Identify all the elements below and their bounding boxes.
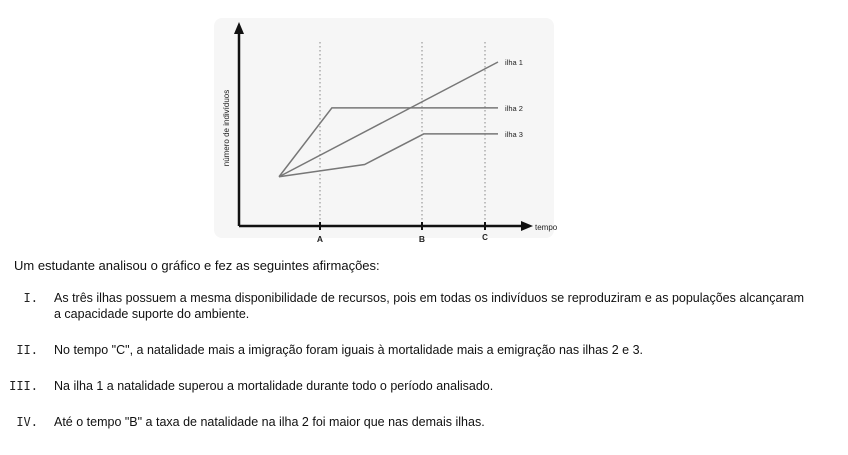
- series-label-3: ilha 3: [505, 129, 523, 139]
- statement-2-text: No tempo "C", a natalidade mais a imigração foram iguais à mortalidade mais a emigração nas ilhas 2 e 3.: [54, 343, 644, 357]
- series-label-2: ilha 2: [505, 103, 523, 113]
- chart-panel: [214, 18, 554, 238]
- statement-4-text: Até o tempo "B" a taxa de natalidade na ilha 2 foi maior que nas demais ilhas.: [54, 415, 485, 429]
- tick-label-a: A: [316, 234, 324, 244]
- statement-3-text: Na ilha 1 a natalidade superou a mortalidade durante todo o período analisado.: [54, 379, 494, 393]
- tick-label-b: B: [418, 234, 426, 244]
- statement-1-number: I.: [23, 291, 38, 305]
- statement-1-text: As três ilhas possuem a mesma disponibilidade de recursos, pois em todas os indivíduos se reproduziram e as populações alcançaram a capacidade suporte do ambiente.: [54, 291, 804, 321]
- statement-2-number: II.: [16, 343, 38, 357]
- statement-4-number: IV.: [16, 415, 38, 429]
- statement-3-number: III.: [9, 379, 38, 393]
- intro-text: Um estudante analisou o gráfico e fez as seguintes afirmações:: [14, 258, 380, 273]
- x-axis-label: tempo: [535, 223, 558, 232]
- tick-label-c: C: [482, 233, 488, 242]
- y-axis-label: número de indivíduos: [222, 89, 231, 167]
- series-label-1: ilha 1: [505, 58, 523, 67]
